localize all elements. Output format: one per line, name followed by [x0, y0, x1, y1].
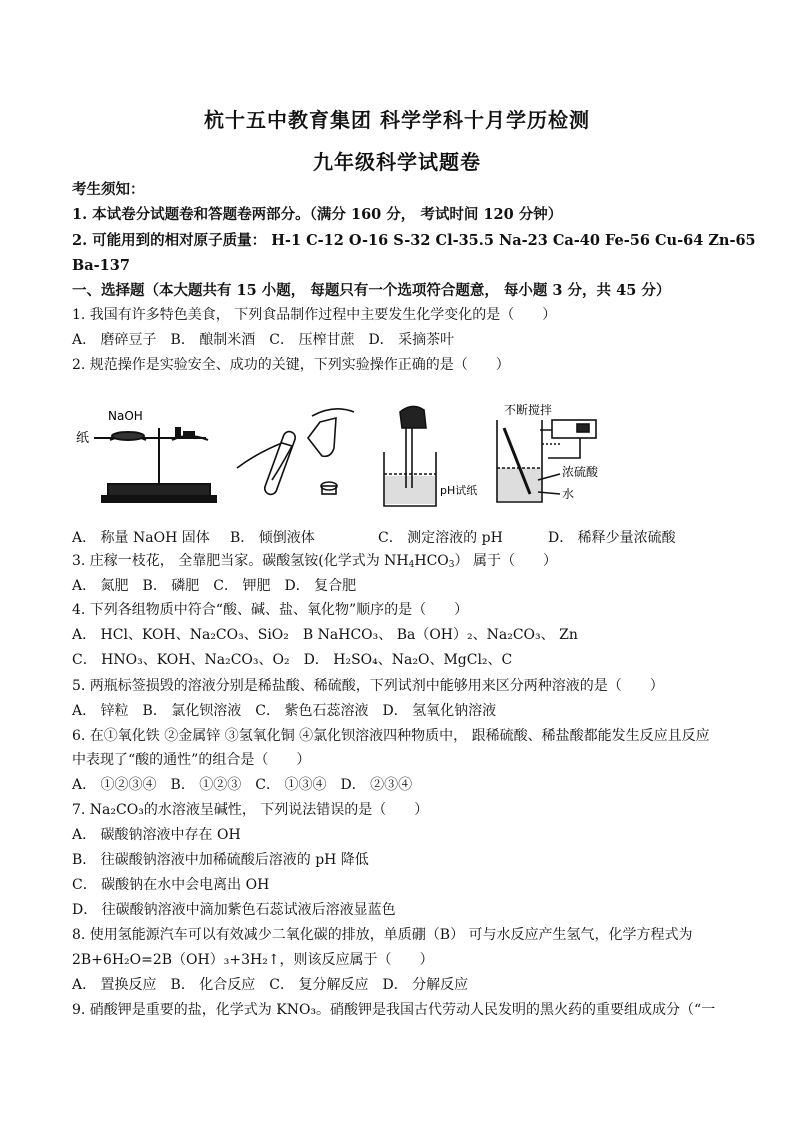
- q2-option-d: D． 稀释少量浓硫酸: [548, 530, 676, 546]
- q8-options: A． 置换反应 B． 化合反应 C． 复分解反应 D． 分解反应: [72, 977, 469, 993]
- notice-item-1: 1. 本试卷分试题卷和答题卷两部分。（满分 160 分， 考试时间 120 分钟）: [72, 206, 563, 223]
- q4-stem: 4. 下列各组物质中符合“酸、碱、盐、氧化物”顺序的是（ ）: [72, 602, 469, 618]
- naoh-label: NaOH: [108, 409, 143, 423]
- exam-title: 杭十五中教育集团 科学学科十月学历检测: [204, 108, 590, 132]
- notice-item-2-cont: Ba-137: [72, 257, 130, 274]
- acid-label: 浓硫酸: [562, 465, 599, 479]
- q7-option-a: A． 碳酸钠溶液中存在 OH: [72, 827, 241, 843]
- q5-stem: 5. 两瓶标签损毁的溶液分别是稀盐酸、稀硫酸，下列试剂中能够用来区分两种溶液的是（ ）: [72, 678, 664, 694]
- notice-heading: 考生须知：: [72, 181, 145, 198]
- q7-option-b: B． 往碳酸钠溶液中加稀硫酸后溶液的 pH 降低: [72, 852, 369, 868]
- lab-operations-figure: [72, 398, 722, 510]
- pouring-drawing: [237, 409, 354, 496]
- q5-options: A． 锌粒 B． 氯化钡溶液 C． 紫色石蕊溶液 D． 氢氧化钠溶液: [72, 703, 497, 719]
- ph-paper-label: pH试纸: [440, 484, 478, 497]
- q7-option-d: D． 往碳酸钠溶液中滴加紫色石蕊试液后溶液显蓝色: [72, 902, 396, 918]
- q4-options-cd: C． HNO₃、KOH、Na₂CO₃、O₂ D． H₂SO₄、Na₂O、MgCl₂、C: [72, 652, 513, 668]
- q8-stem-cont: 2B+6H₂O=2B（OH）₃+3H₂↑，则该反应属于（ ）: [72, 952, 434, 968]
- q2-option-b: B． 倾倒液体: [230, 530, 315, 546]
- q9-stem: 9. 硝酸钾是重要的盐，化学式为 KNO₃。硝酸钾是我国古代劳动人民发明的黑火药的重要组成成分（“一: [72, 1002, 716, 1018]
- paper-label: 纸: [76, 431, 90, 446]
- notice-item-2: 2. 可能用到的相对原子质量： H-1 C-12 O-16 S-32 Cl-35.5 Na-23 Ca-40 Fe-56 Cu-64 Zn-65: [72, 232, 756, 249]
- q6-stem: 6. 在①氧化铁 ②金属锌 ③氢氧化铜 ④氯化钡溶液四种物质中， 跟稀硫酸、稀盐酸都能发生反应且反应: [72, 728, 710, 744]
- section-heading: 一、选择题（本大题共有 15 小题， 每题只有一个选项符合题意， 每小题 3 分，共 45 分）: [72, 282, 671, 299]
- water-label: 水: [562, 487, 575, 501]
- stir-label: 不断搅拌: [504, 403, 553, 417]
- q2-option-c: C． 测定溶液的 pH: [378, 530, 503, 546]
- q7-option-c: C． 碳酸钠在水中会电离出 OH: [72, 877, 270, 893]
- q6-options: A． ①②③④ B． ①②③ C． ①③④ D． ②③④: [72, 777, 413, 793]
- q7-stem: 7. Na₂CO₃的水溶液呈碱性， 下列说法错误的是（ ）: [72, 802, 429, 818]
- ph-test-drawing: [384, 406, 436, 506]
- q6-stem-cont: 中表现了“酸的通性”的组合是（ ）: [72, 752, 311, 768]
- q1-options: A． 磨碎豆子 B． 酿制米酒 C． 压榨甘蔗 D． 采摘茶叶: [72, 332, 455, 348]
- q8-stem: 8. 使用氢能源汽车可以有效减少二氧化碳的排放，单质硼（B） 可与水反应产生氢气，化学方程式为: [72, 927, 693, 943]
- q3-options: A． 氮肥 B． 磷肥 C． 钾肥 D． 复合肥: [72, 578, 357, 594]
- q2-stem: 2. 规范操作是实验安全、成功的关键，下列实验操作正确的是（ ）: [72, 357, 510, 373]
- exam-subtitle: 九年级科学试题卷: [313, 150, 481, 174]
- dilution-drawing: [497, 420, 596, 502]
- q1-stem: 1. 我国有许多特色美食， 下列食品制作过程中主要发生化学变化的是（ ）: [72, 307, 557, 323]
- q2-option-a: A． 称量 NaOH 固体: [72, 530, 210, 546]
- balance-drawing: [94, 428, 216, 502]
- q3-stem: 3. 庄稼一枝花， 全靠肥当家。碳酸氢铵(化学式为 $NH_4HCO_3$） 属于（ ）: [72, 553, 557, 570]
- q4-options-ab: A． HCl、KOH、Na₂CO₃、SiO₂ B NaHCO₃、 Ba（OH）₂、Na₂CO₃、 Zn: [72, 627, 578, 643]
